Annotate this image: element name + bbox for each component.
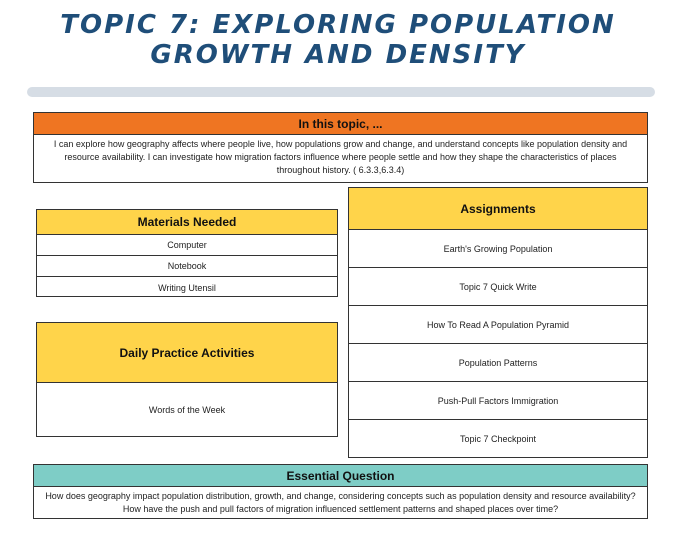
- materials-item: Writing Utensil: [158, 282, 216, 293]
- essential-question-heading: Essential Question: [34, 465, 647, 487]
- daily-practice-link[interactable]: Words of the Week: [148, 405, 226, 415]
- topic-section: [33, 112, 648, 183]
- page-title: TOPIC 7: EXPLORING POPULATION GROWTH AND DENSITY: [60, 10, 616, 70]
- materials-table: [36, 209, 338, 297]
- assignment-link[interactable]: Push-Pull Factors Immigration: [349, 382, 647, 420]
- assignment-link[interactable]: How To Read A Population Pyramid: [349, 306, 647, 344]
- assignment-link[interactable]: Topic 7 Checkpoint: [459, 434, 537, 444]
- topic-description: I can explore how geography affects where people live, how populations grow and change, and understand concepts like population density and resource availability. I can investigate how migration factors influence where people settle and how they shape the characteristics of places throughout history. ( 6.3.3,6.3.4): [53, 139, 628, 175]
- title-divider: [27, 87, 655, 97]
- assignments-table: [348, 187, 648, 458]
- essential-question-section: [33, 464, 648, 519]
- daily-practice-heading: Daily Practice Activities: [37, 323, 337, 383]
- assignment-link[interactable]: Topic 7 Quick Write: [349, 268, 647, 306]
- materials-item: Notebook: [37, 256, 337, 277]
- topic-heading: In this topic, ...: [34, 113, 647, 135]
- assignments-heading: Assignments: [349, 188, 647, 230]
- assignment-link[interactable]: Earth's Growing Population: [349, 230, 647, 268]
- assignment-link[interactable]: Population Patterns: [349, 344, 647, 382]
- materials-heading: Materials Needed: [37, 210, 337, 235]
- materials-item: Computer: [37, 235, 337, 256]
- daily-practice-table: [36, 322, 338, 437]
- essential-question-text: How does geography impact population distribution, growth, and change, considering concepts such as population density and resource availability? How have the push and pull factors of migration influenced settlement patterns and shaped places over time?: [45, 491, 636, 514]
